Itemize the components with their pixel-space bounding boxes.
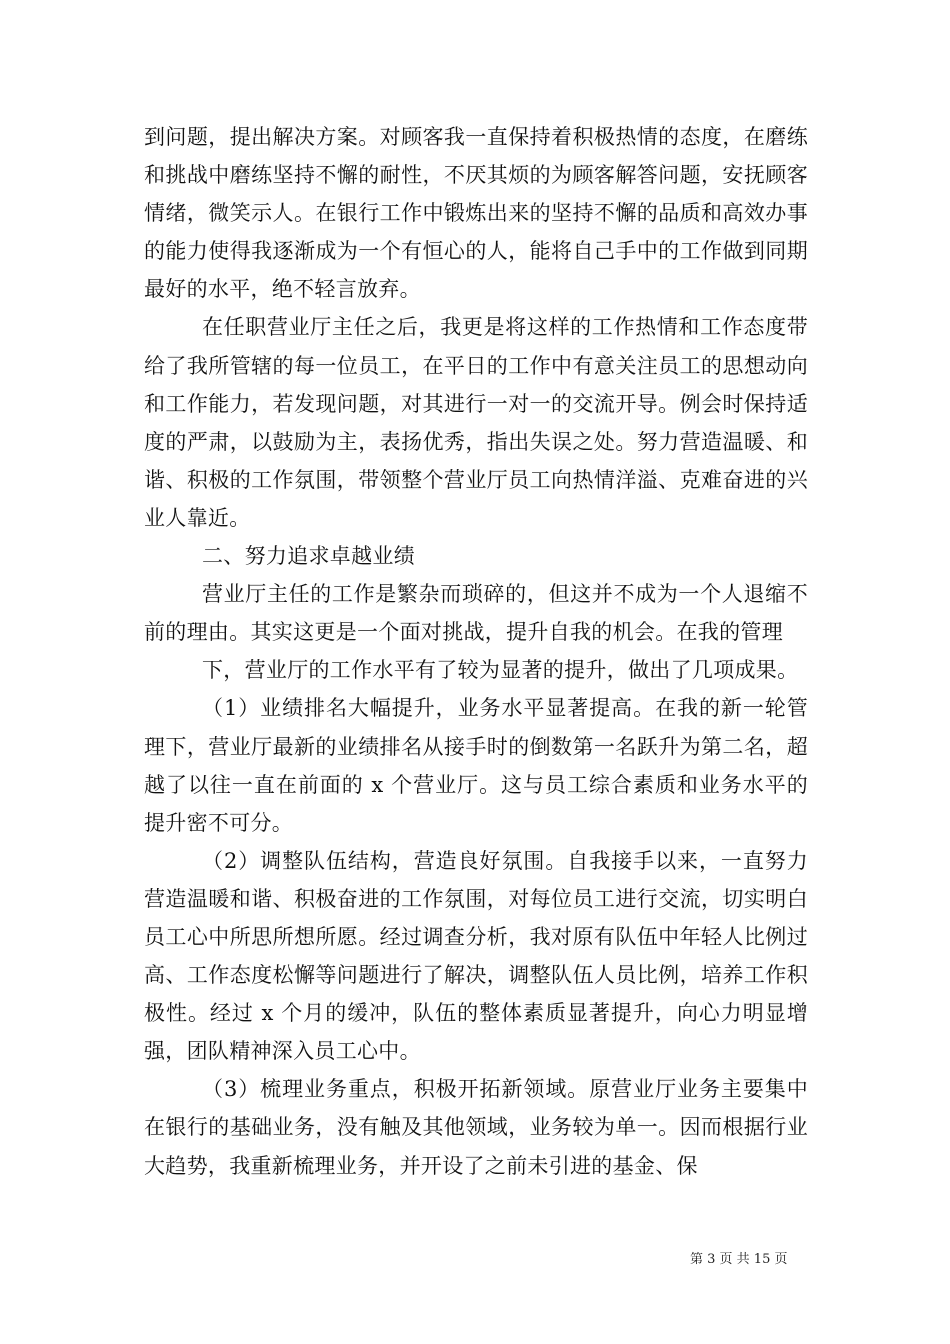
paragraph-4: 下，营业厅的工作水平有了较为显著的提升，做出了几项成果。 <box>202 658 799 683</box>
page-number-footer: 第 3 页 共 15 页 <box>690 1252 788 1267</box>
paragraph-3: 营业厅主任的工作是繁杂而琐碎的，但这并不成为一个人退缩不前的理由。其实这更是一个面对挑战，提升自我的机会。在我的管理 <box>144 582 808 645</box>
section-heading: 二、努力追求卓越业绩 <box>202 544 415 569</box>
document-body <box>144 118 808 1185</box>
paragraph-item-3: （3）梳理业务重点，积极开拓新领域。原营业厅业务主要集中在银行的基础业务，没有触及其他领域，业务较为单一。因而根据行业大趋势，我重新梳理业务，并开设了之前未引进的基金、保 <box>144 1077 808 1178</box>
paragraph-2: 在任职营业厅主任之后，我更是将这样的工作热情和工作态度带给了我所管辖的每一位员工，在平日的工作中有意关注员工的思想动向和工作能力，若发现问题，对其进行一对一的交流开导。例会时保持适度的严肃，以鼓励为主，表扬优秀，指出失误之处。努力营造温暖、和谐、积极的工作氛围，带领整个营业厅员工向热情洋溢、克难奋进的兴业人靠近。 <box>144 315 808 530</box>
paragraph-1: 到问题，提出解决方案。对顾客我一直保持着积极热情的态度，在磨练和挑战中磨练坚持不懈的耐性，不厌其烦的为顾客解答问题，安抚顾客情绪，微笑示人。在银行工作中锻炼出来的坚持不懈的品质和高效办事的能力使得我逐渐成为一个有恒心的人，能将自己手中的工作做到同期最好的水平，绝不轻言放弃。 <box>144 125 808 302</box>
paragraph-item-2: （2）调整队伍结构，营造良好氛围。自我接手以来，一直努力营造温暖和谐、积极奋进的工作氛围，对每位员工进行交流，切实明白员工心中所思所想所愿。经过调查分析，我对原有队伍中年轻人比例过高、工作态度松懈等问题进行了解决，调整队伍人员比例，培养工作积极性。经过 x 个月的缓冲，队伍的整体素质显著提升，向心力明显增强，团队精神深入员工心中。 <box>144 848 808 1064</box>
paragraph-item-1: （1）业绩排名大幅提升，业务水平显著提高。在我的新一轮管理下，营业厅最新的业绩排名从接手时的倒数第一名跃升为第二名，超越了以往一直在前面的 x 个营业厅。这与员工综合素质和业务水平的提升密不可分。 <box>144 696 808 835</box>
